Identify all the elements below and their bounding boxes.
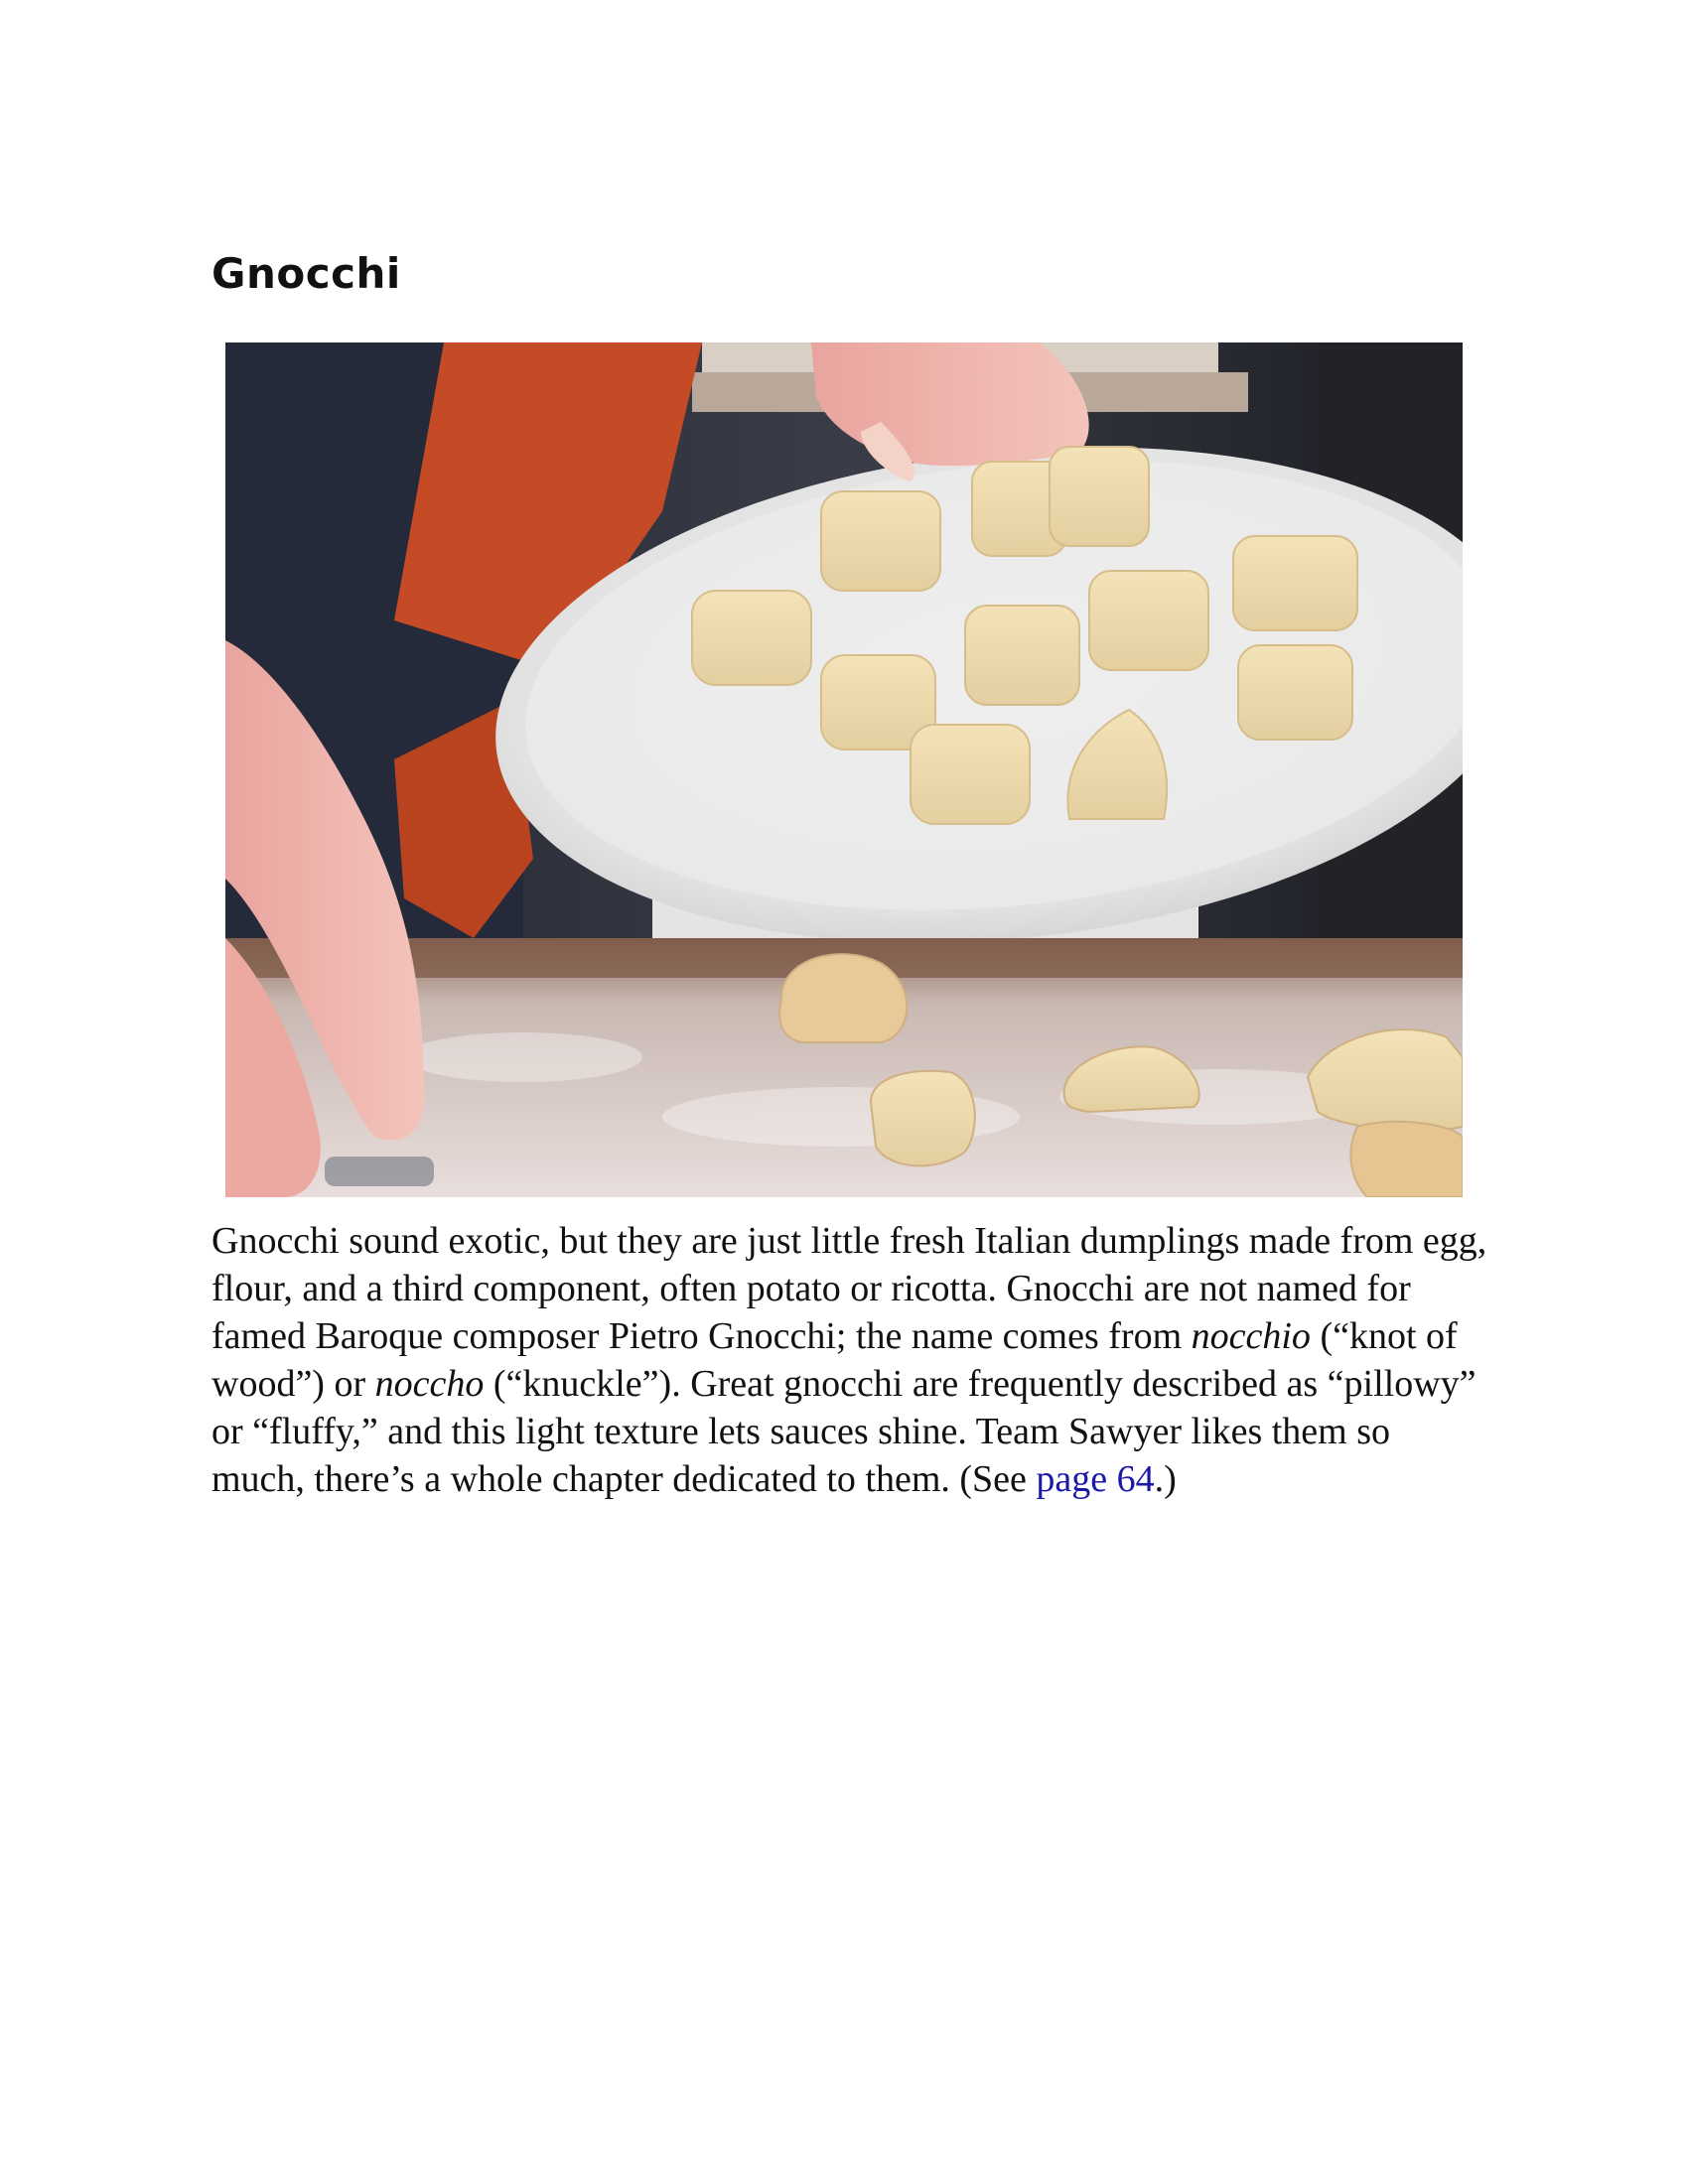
italic-term-nocchio: nocchio	[1191, 1315, 1311, 1357]
paragraph-text: (“knuckle”). Great gnocchi are frequently described as “pillowy” or “fluffy,” and this light texture lets sauces shine. Team Sawyer likes them so much, there’s a whole chapter dedicated to them. (See	[211, 1363, 1477, 1500]
paragraph-text: Gnocchi sound exotic, but they are just little fresh Italian dumplings made from egg, flour, and a third component, often potato or ricotta. Gnocchi are not named for famed Baroque composer Pietro Gnocchi; the name comes from	[211, 1220, 1487, 1357]
gnocchi-photo-illustration	[225, 342, 1463, 1197]
gnocchi-photo	[225, 342, 1463, 1197]
body-paragraph	[211, 1217, 1492, 1503]
paragraph-text: .)	[1154, 1458, 1177, 1500]
italic-term-noccho: noccho	[374, 1363, 485, 1405]
paragraph-text: (“knot of wood”) or	[211, 1315, 1458, 1405]
page-title: Gnocchi	[211, 249, 401, 298]
page-reference-link[interactable]: page 64	[1036, 1458, 1155, 1500]
